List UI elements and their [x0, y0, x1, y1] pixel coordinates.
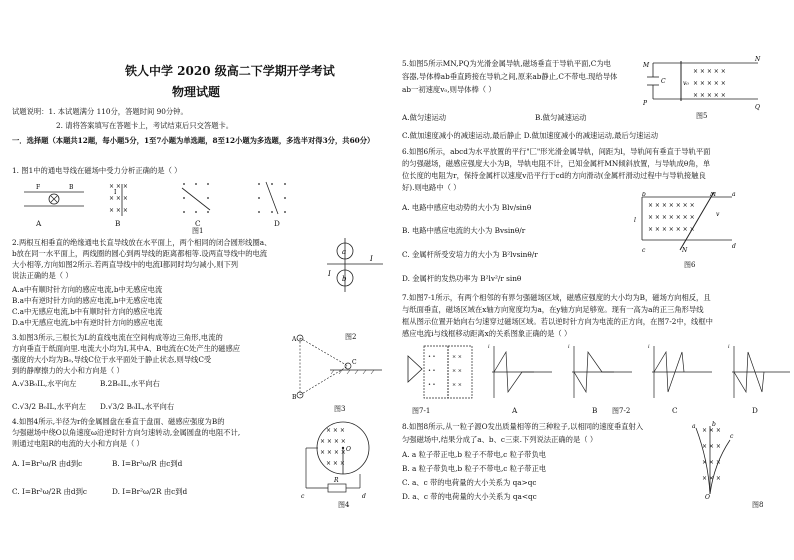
q2-option-c: C.a中无感应电流,b中有顺时针方向的感应电流	[12, 307, 163, 316]
svg-text:× × × × × × ×: × × × × × × ×	[648, 202, 695, 209]
q4-option-a: A. I=Br²ω/R 由d到c	[12, 459, 83, 468]
q2-line-3: 大小相等,方向如图2所示.若两直导线中的电流I都同时均匀减小,则下列	[12, 260, 239, 269]
q3-option-d: D.√3/2 B₀IL,水平向右	[100, 402, 175, 411]
q6-line-4: 好).则电路中（ ）	[402, 183, 461, 192]
svg-text:d: d	[732, 243, 736, 250]
q6-line-2: 的匀强磁场，磁感应强度大小为B，导轨电阻不计，已知金属杆MN倾斜放置，与导轨成θ角，单	[402, 159, 711, 168]
instruction-line-2: 2. 请将答案填写在答题卡上，考试结束后只交答题卡。	[56, 121, 234, 130]
svg-text:c: c	[730, 433, 734, 440]
svg-text:× × ×: × × ×	[326, 460, 345, 467]
svg-text:i: i	[488, 344, 490, 350]
q2-line-4: 说法正确的是（ ）	[12, 271, 73, 280]
svg-text:× × × × ×: × × × × ×	[693, 68, 726, 75]
q3-option-b: B.2B₀IL,水平向右	[100, 379, 160, 388]
svg-text:× × × × × × ×: × × × × × × ×	[648, 214, 695, 221]
section-heading: 一．选择题（本题共12题，每小题5分，1至7小题为单选题，8至12小题为多选题，多选半对得3分，共60分）	[12, 136, 375, 145]
svg-text:× × × × ×: × × × × ×	[693, 80, 726, 87]
figure-3-caption: 图3	[334, 405, 346, 413]
svg-text:F: F	[36, 184, 41, 191]
svg-text:v₀: v₀	[683, 80, 689, 87]
svg-text:× × × ×: × × × ×	[320, 449, 346, 456]
q2-option-d: D.a中无感应电流,b中有逆时针方向的感应电流	[12, 318, 163, 327]
q7-label-d: D	[752, 406, 758, 415]
q6-option-d: D. 金属杆的发热功率为 B²lv²/r sinθ	[402, 274, 522, 283]
q1-label-c: C	[195, 219, 201, 228]
svg-text:C: C	[661, 78, 666, 85]
q2-option-a: A.a中有顺时针方向的感应电流,b中无感应电流	[12, 285, 163, 294]
figure-3	[290, 333, 385, 403]
q4-line-2: 匀强磁场中绕O以角速度ω沿逆时针方向匀速转动,金属圆盘的电阻不计,	[12, 428, 241, 437]
q4-option-c: C. I=Br²ω/2R 由d到c	[12, 487, 87, 496]
svg-text:l: l	[634, 217, 636, 224]
q6-line-3: 位长度的电阻为r，保持金属杆以速度v沿平行于cd的方向滑动(金属杆滑动过程中与导轨接触良	[402, 171, 706, 180]
svg-text:I: I	[328, 270, 331, 278]
svg-text:× × × × ×: × × × × ×	[693, 92, 726, 99]
svg-text:i: i	[728, 344, 730, 350]
svg-text:B: B	[292, 394, 297, 401]
q1-label-b: B	[115, 219, 121, 228]
svg-text:× ×: × ×	[452, 382, 462, 388]
svg-text:I: I	[370, 255, 373, 263]
q5-line-2: 容器,导体棒ab垂直跨接在导轨之间,原来ab静止,C不带电.现给导体	[402, 72, 618, 81]
svg-text:b: b	[342, 275, 347, 283]
q2-option-b: B.a中有逆时针方向的感应电流,b中无感应电流	[12, 296, 163, 305]
q3-line-4: 到的静摩擦力的大小和方向是（ ）	[12, 366, 124, 375]
q2-line-2: b放在同一水平面上，两线圈的圆心到两导线的距离都相等.设两直导线中的电流	[12, 249, 268, 258]
q1-label-a: A	[36, 219, 42, 228]
q8-line-2: 匀强磁场中,结果分成了a、b、c三束.下列说法正确的是（ ）	[402, 435, 598, 444]
svg-text:× ×: × ×	[452, 368, 462, 374]
q6-option-a: A. 电路中感应电动势的大小为 Blv/sinθ	[402, 203, 532, 212]
svg-text:× × ×: × × ×	[109, 195, 128, 202]
q8-option-d: D. a、c 带的电荷量的大小关系为 qa<qc	[402, 492, 537, 501]
svg-text:b: b	[642, 192, 646, 198]
svg-text:v: v	[716, 211, 720, 218]
figure-7-1-caption: 图7-1	[412, 407, 431, 415]
svg-text:R: R	[334, 477, 339, 484]
figure-6-caption: 图6	[684, 261, 696, 269]
q7-line-1: 7.如图7-1所示，有两个相邻的有界匀强磁场区域，磁感应强度的大小均为B，磁场方向相反，且	[402, 293, 711, 302]
q5-option-cd: C.做加速度减小的减速运动,最后静止 D.做加速度减小的减速运动,最后匀速运动	[402, 131, 659, 140]
q5-option-a: A.做匀速运动	[402, 113, 447, 122]
figure-8-caption: 图8	[752, 501, 764, 509]
svg-text:× × ×: × × ×	[702, 475, 721, 482]
figure-5-caption: 图5	[696, 112, 708, 120]
q1-label-d: D	[274, 219, 280, 228]
q8-option-b: B. a 粒子带负电,b 粒子不带电,c 粒子带正电	[402, 464, 547, 473]
q7-label-b: B	[592, 406, 598, 415]
svg-text:c: c	[642, 247, 646, 254]
figure-7-2-caption: 图7-2	[612, 407, 631, 415]
q4-line-3: 则通过电阻R的电流的大小和方向是（ ）	[12, 439, 144, 448]
figure-7	[402, 342, 792, 404]
figure-4-caption: 图4	[338, 501, 350, 509]
q7-label-a: A	[512, 406, 518, 415]
svg-text:P: P	[643, 100, 648, 107]
q5-line-3: ab一初速度v₀,则导体棒（ ）	[402, 85, 496, 94]
svg-text:× × ×: × × ×	[702, 459, 721, 466]
q5-line-1: 5.如图5所示MN,PQ为光滑金属导轨,磁场垂直于导轨平面,C为电	[402, 59, 611, 68]
svg-text:• •: • •	[428, 354, 436, 360]
svg-text:× × ×: × × ×	[109, 207, 128, 214]
q3-line-3: 强度的大小均为B₀,导线C位于水平面处于静止状态,则导线C受	[12, 355, 212, 364]
svg-text:i: i	[568, 344, 570, 350]
q6-option-b: B. 电路中感应电流的大小为 Bvsinθ/r	[402, 226, 526, 235]
q6-line-1: 6.如图6所示，abcd为水平放置的平行"匚"形光滑金属导轨，间距为l，导轨间有垂直于导轨平面	[402, 147, 711, 156]
q8-option-a: A. a 粒子带正电,b 粒子不带电,c 粒子带负电	[402, 450, 547, 459]
q3-option-c: C.√3/2 B₀IL,水平向左	[12, 402, 86, 411]
question-1-stem: 1. 图1中的通电导线在磁场中受力分析正确的是（ ）	[12, 166, 182, 175]
q3-option-a: A.√3B₀IL,水平向左	[12, 379, 77, 388]
figure-4	[298, 418, 388, 500]
svg-text:• •: • •	[428, 368, 436, 374]
svg-text:N: N	[682, 247, 688, 254]
q3-line-2: 方向垂直于纸面向里.电流大小均为I,其中A、B电流在C处产生的磁感应	[12, 344, 241, 353]
q7-label-c: C	[672, 406, 678, 415]
figure-2	[325, 236, 385, 296]
svg-text:b: b	[712, 421, 716, 428]
figure-5	[643, 55, 763, 111]
figure-6	[632, 192, 742, 254]
svg-text:O: O	[346, 446, 351, 453]
exam-title: 铁人中学 2020 级高二下学期开学考试	[125, 64, 335, 78]
svg-text:a: a	[732, 192, 736, 198]
svg-text:A: A	[292, 336, 297, 343]
svg-text:× × ×: × × ×	[702, 427, 721, 434]
svg-text:a: a	[692, 423, 696, 430]
q5-option-b: B.做匀减速运动	[535, 113, 587, 122]
svg-text:a: a	[342, 248, 347, 256]
svg-text:Q: Q	[755, 104, 760, 111]
figure-8	[690, 420, 770, 500]
svg-text:× × × × × × ×: × × × × × × ×	[648, 226, 695, 233]
exam-subtitle: 物理试题	[172, 85, 221, 99]
svg-text:O: O	[705, 494, 710, 500]
svg-text:c: c	[301, 493, 305, 500]
svg-text:I: I	[114, 189, 117, 196]
q7-line-2: 与纸面垂直，磁场区域在x轴方向宽度均为a，在y轴方向足够宽。现有一高为a的正三角形导线	[402, 305, 704, 314]
svg-text:d: d	[362, 493, 366, 500]
svg-text:× × ×: × × ×	[326, 427, 345, 434]
instruction-line-1: 试题说明：1. 本试题满分 110分，答题时间 90分钟。	[12, 107, 188, 116]
svg-text:N: N	[755, 56, 761, 63]
svg-text:M: M	[643, 62, 650, 69]
right-column	[400, 0, 794, 560]
q7-line-4: 感应电流i与线框移动距离x的关系图象正确的是（ ）	[402, 329, 572, 338]
svg-text:i: i	[648, 344, 650, 350]
q2-line-1: 2.两根互相垂直的绝缘通电长直导线放在水平面上，两个相同的闭合圆形线圈a、	[12, 238, 272, 247]
svg-text:B: B	[69, 184, 74, 191]
q6-option-c: C. 金属杆所受安培力的大小为 B²lvsinθ/r	[402, 250, 538, 259]
q3-line-1: 3.如图3所示,三根长为L的直线电流在空间构成等边三角形,电流的	[12, 333, 223, 342]
svg-text:× × × ×: × × × ×	[320, 438, 346, 445]
q4-option-b: B. I=Br²ω/R 由c到d	[112, 459, 183, 468]
svg-text:× ×: × ×	[452, 354, 462, 360]
q8-line-1: 8.如图8所示,从一粒子源O发出质量相等的三种粒子,以相同的速度垂直射入	[402, 422, 644, 431]
svg-text:C: C	[352, 359, 357, 366]
q7-line-3: 框从图示位置开始向右匀速穿过磁场区域。若以逆时针方向为电流的正方向，在图7-2中，线框中	[402, 317, 713, 326]
q8-option-c: C. a、c 带的电荷量的大小关系为 qa>qc	[402, 478, 537, 487]
q4-option-d: D. I=Br²ω/2R 由c到d	[112, 487, 188, 496]
svg-text:• •: • •	[428, 382, 436, 388]
svg-text:M: M	[710, 192, 717, 198]
q4-line-1: 4.如图4所示,半径为r的金属圆盘在垂直于盘面、磁感应强度为B的	[12, 417, 225, 426]
svg-text:× × ×: × × ×	[109, 183, 128, 190]
figure-1-caption: 图1	[192, 227, 204, 235]
figure-2-caption: 图2	[345, 333, 357, 341]
svg-text:× × ×: × × ×	[702, 443, 721, 450]
